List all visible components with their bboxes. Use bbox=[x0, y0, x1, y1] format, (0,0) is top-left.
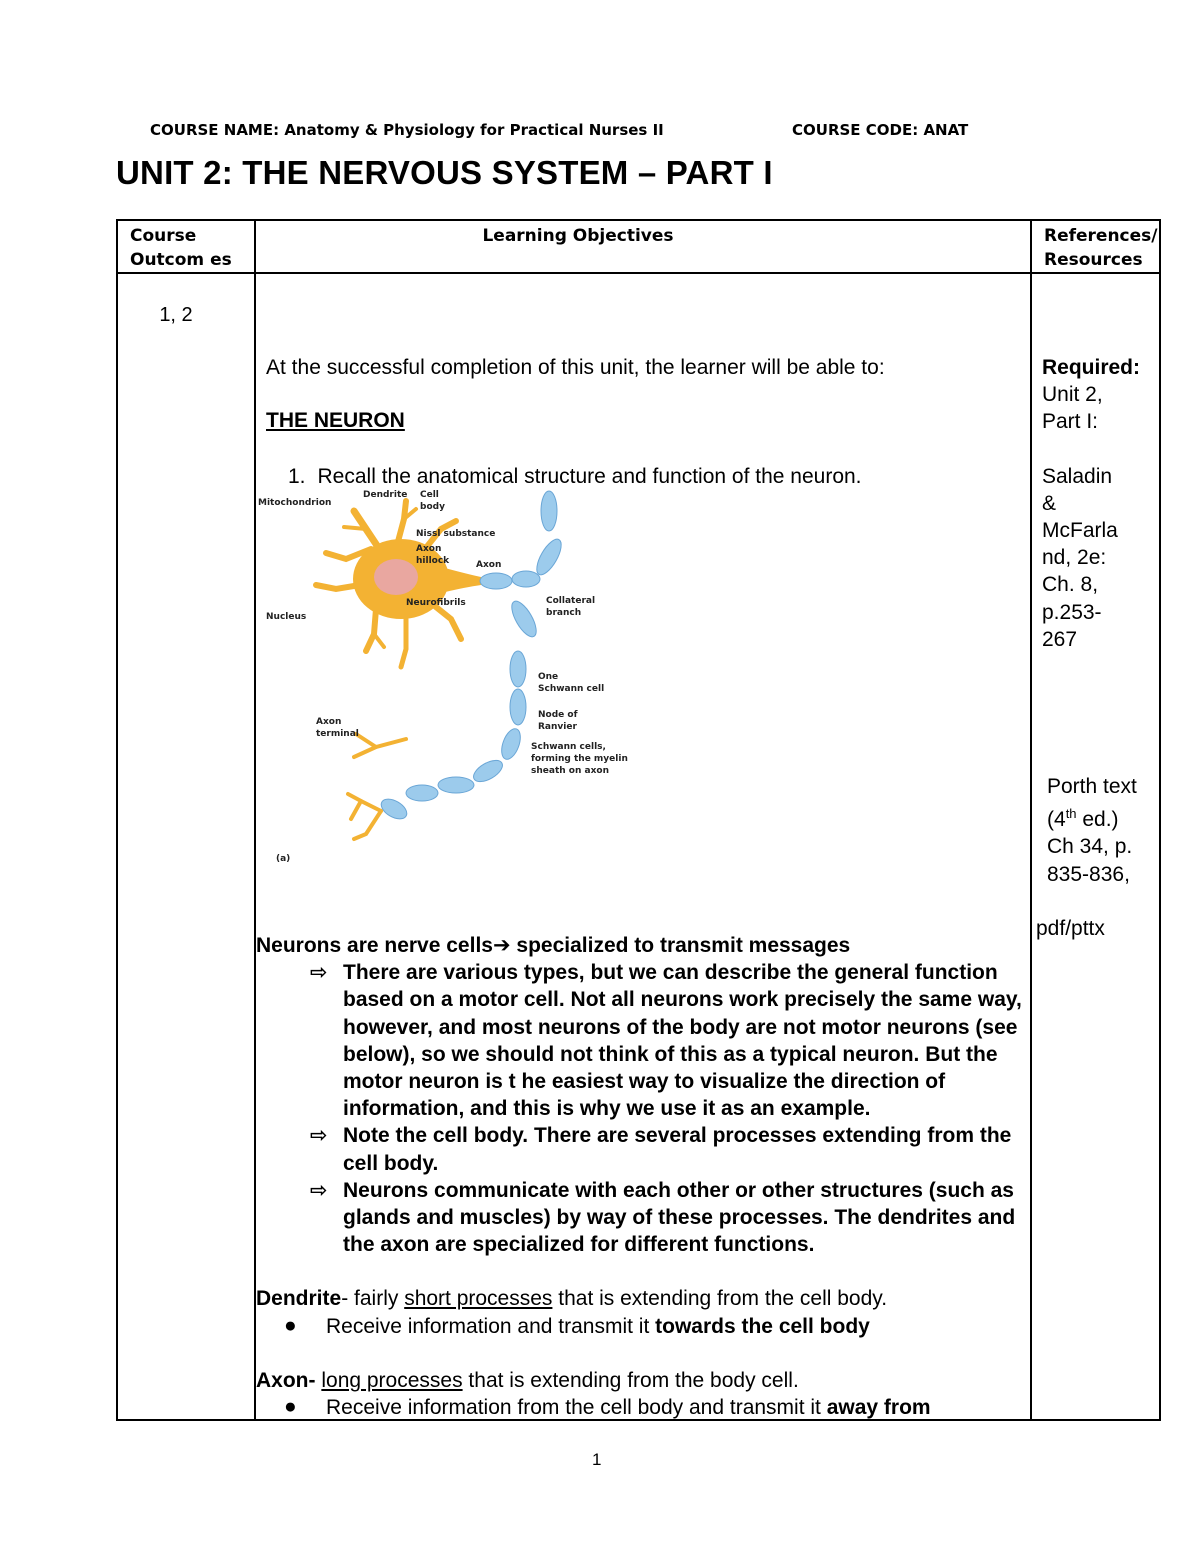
label-panel: (a) bbox=[276, 854, 291, 864]
axon-definition: Axon- long processes that is extending from the body cell. bbox=[256, 1368, 799, 1392]
label-schwann-cells-a: Schwann cells, bbox=[531, 742, 606, 752]
label-mitochondrion: Mitochondrion bbox=[258, 498, 332, 508]
references-cell bbox=[1031, 273, 1160, 1420]
label-axon: Axon bbox=[476, 560, 502, 570]
section-heading: THE NEURON bbox=[266, 409, 405, 432]
arrow-bullet-icon: ⇨ bbox=[310, 961, 328, 985]
label-axon-terminal-a: Axon bbox=[316, 717, 342, 727]
course-header bbox=[150, 121, 970, 143]
list-item: ⇨ Note the cell body. There are several processes extending from the cell body. bbox=[310, 1124, 1012, 1175]
list-item: ⇨ There are various types, but we can describe the general function based on a motor cell. Not all neurons work precisely the same way, however, and most neurons of the body are not motor neurons (see below), so we should not think of this as a typical neuron. But the motor neuron is t he easiest way to visualize the direction of information, and this is why we use it as an example. bbox=[310, 961, 1022, 1121]
axon-terminal-graphic bbox=[348, 734, 406, 839]
list-item: ● Receive information from the cell body and transmit it away from bbox=[284, 1395, 931, 1420]
course-code: COURSE CODE: ANAT bbox=[792, 121, 969, 139]
label-schwann-cells-b: forming the myelin bbox=[531, 754, 628, 764]
page-number: 1 bbox=[592, 1450, 602, 1469]
neurons-lead: Neurons are nerve cells➔ specialized to transmit messages bbox=[256, 934, 851, 957]
label-one-schwann-a: One bbox=[538, 672, 559, 682]
header-course-outcomes: Course Outcom es bbox=[117, 220, 255, 273]
objective-item-1 bbox=[288, 465, 862, 489]
outcomes-cell bbox=[117, 273, 255, 1420]
label-nucleus: Nucleus bbox=[266, 612, 307, 622]
label-collateral-a: Collateral bbox=[546, 596, 596, 606]
label-cell-body-b: body bbox=[420, 502, 445, 512]
label-dendrite: Dendrite bbox=[363, 490, 408, 500]
table-header-row bbox=[117, 220, 1160, 273]
label-node-b: Ranvier bbox=[538, 722, 577, 732]
neuron-bullets bbox=[256, 959, 1026, 1258]
dendrite-definition: Dendrite- fairly short processes that is extending from the cell body. bbox=[256, 1287, 888, 1311]
axon-hillock-graphic bbox=[441, 567, 481, 593]
list-item: ⇨ Neurons communicate with each other or other structures (such as glands and muscles) by way of these processes. The dendrites and the axon are specialized for different functions. bbox=[310, 1178, 1016, 1257]
header-learning-objectives: Learning Objectives bbox=[255, 220, 1031, 273]
ref-required: Required: bbox=[1042, 356, 1141, 379]
objectives-cell bbox=[255, 273, 1031, 1420]
label-axon-terminal-b: terminal bbox=[316, 729, 359, 739]
neuron-explanation bbox=[256, 932, 1026, 1421]
label-neurofibrils: Neurofibrils bbox=[406, 598, 466, 608]
ref-pdf: pdf/pttx bbox=[1036, 916, 1105, 940]
dendrite-points bbox=[256, 1313, 1026, 1340]
table-body-row bbox=[117, 273, 1160, 1420]
bullet-dot-icon: ● bbox=[284, 1395, 297, 1419]
label-axon-hillock-b: hillock bbox=[416, 556, 450, 566]
arrow-bullet-icon: ⇨ bbox=[310, 1178, 328, 1202]
ref-saladin: Saladin & McFarla nd, 2e: Ch. 8, p.253- 267 bbox=[1042, 464, 1118, 651]
objective-number: 1. bbox=[288, 465, 306, 488]
references-list: Required: Unit 2, Part I: Saladin & McFarla nd, 2e: Ch. 8, p.253- 267 Porth text (4th ed.) Ch 34, p. 835-836, pdf/pttx bbox=[1032, 274, 1159, 942]
label-one-schwann-b: Schwann cell bbox=[538, 684, 605, 694]
label-nissl: Nissl substance bbox=[416, 529, 496, 539]
label-collateral-b: branch bbox=[546, 608, 582, 618]
outcome-numbers: 1, 2 bbox=[159, 304, 193, 326]
label-axon-hillock-a: Axon bbox=[416, 544, 442, 554]
ref-porth: Porth text (4th ed.) Ch 34, p. 835-836, bbox=[1047, 775, 1137, 886]
header-references: References/ Resources bbox=[1031, 220, 1160, 273]
arrow-bullet-icon: ⇨ bbox=[310, 1124, 328, 1148]
objective-text: Recall the anatomical structure and function of the neuron. bbox=[317, 465, 862, 488]
bullet-dot-icon: ● bbox=[284, 1313, 297, 1337]
label-cell-body-a: Cell bbox=[420, 490, 439, 500]
neuron-diagram bbox=[256, 489, 656, 879]
label-node-a: Node of bbox=[538, 710, 578, 720]
nucleus-graphic bbox=[374, 559, 418, 595]
axon-points bbox=[256, 1394, 1026, 1421]
page-title: UNIT 2: THE NERVOUS SYSTEM – PART I bbox=[116, 154, 773, 191]
course-name: COURSE NAME: Anatomy & Physiology for Practical Nurses II bbox=[150, 121, 664, 139]
right-arrow-icon: ➔ bbox=[492, 934, 511, 957]
label-schwann-cells-c: sheath on axon bbox=[531, 766, 609, 776]
list-item: ● Receive information and transmit it towards the cell body bbox=[284, 1313, 870, 1338]
objectives-intro: At the successful completion of this unit, the learner will be able to: bbox=[266, 356, 885, 379]
unit-table bbox=[116, 219, 1161, 1421]
